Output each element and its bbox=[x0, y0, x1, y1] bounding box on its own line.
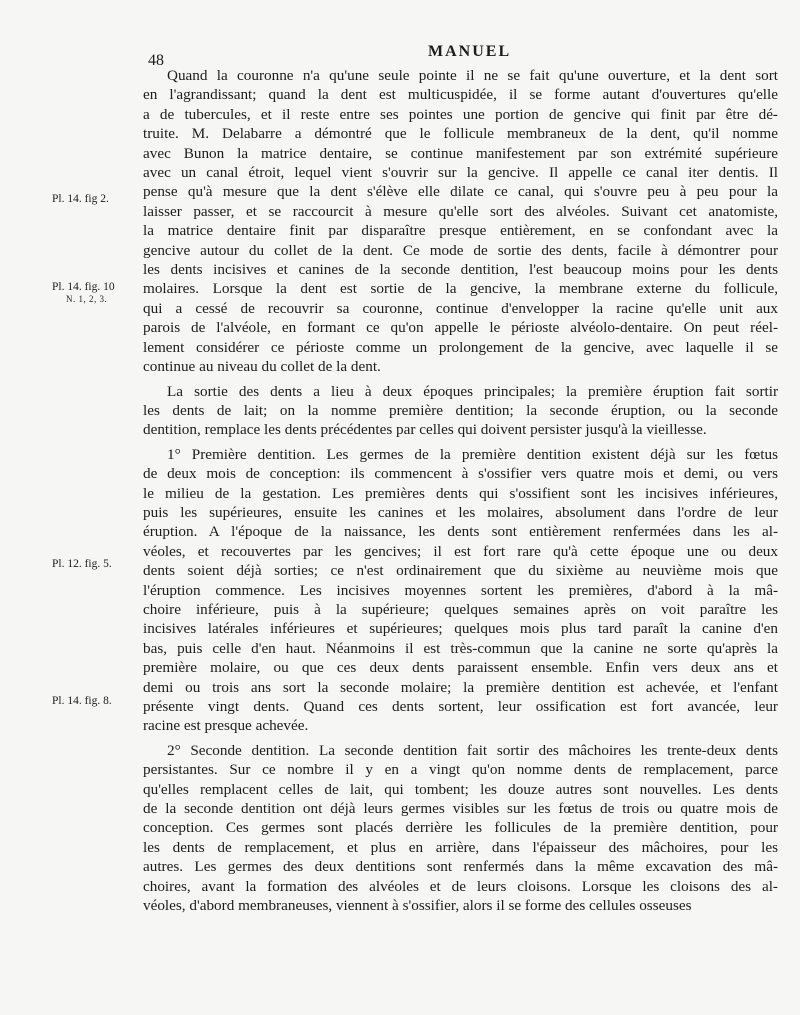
text-line: incisives latérales inférieures et supérieures; quelques mois plus tard paraît la canine d'en bbox=[143, 620, 778, 638]
paragraph bbox=[143, 382, 778, 440]
text-line: présente vingt dents. Quand ces dents sortent, leur ossification est fort avancée, leur bbox=[143, 698, 778, 715]
paragraph bbox=[143, 66, 778, 377]
text-line: 2° Seconde dentition. La seconde dentition fait sortir des mâchoires les trente-deux dents bbox=[167, 741, 778, 759]
text-line: 1° Première dentition. Les germes de la première dentition existent déjà sur les fœtus bbox=[167, 445, 778, 463]
text-line: avec Bunon la matrice dentaire, se continue manifestement par son extrémité supérieure bbox=[143, 144, 778, 162]
text-line: persistantes. Sur ce nombre il y en a vingt qu'on nomme dents de remplacement, parce bbox=[143, 761, 778, 779]
running-head: MANUEL bbox=[428, 43, 512, 60]
margin-note-text: Pl. 14. fig 2. bbox=[52, 193, 109, 205]
text-line: première molaire, ou que ces deux dents paraissent ensemble. Enfin vers deux ans et bbox=[143, 659, 778, 677]
text-line: demi ou trois ans sort la seconde molaire; la première dentition est achevée, et l'enfant bbox=[143, 678, 778, 696]
text-line: dentition, remplace les dents précédentes par celles qui doivent persister jusqu'à la vieillesse. bbox=[143, 421, 707, 439]
text-line: les dents incisives et canines de la seconde dentition, l'est beaucoup moins pour les dents bbox=[143, 261, 778, 279]
body-text bbox=[143, 66, 778, 915]
margin-note-text: Pl. 14. fig. 8. bbox=[52, 695, 112, 707]
text-line: truite. M. Delabarre a démontré que le follicule membraneux de la dent, qu'il nomme bbox=[143, 125, 778, 143]
page-number: 48 bbox=[148, 52, 164, 69]
margin-note-sub: N. 1, 2, 3. bbox=[66, 294, 108, 304]
text-line: Quand la couronne n'a qu'une seule pointe il ne se fait qu'une ouverture, et la dent sort bbox=[167, 67, 778, 84]
text-line: molaires. Lorsque la dent est sortie de la gencive, la membrane externe du follicule, bbox=[143, 280, 778, 298]
text-line: véoles, d'abord membraneuses, viennent à s'ossifier, alors il se forme des cellules osseuses bbox=[143, 897, 692, 915]
text-line: bas, puis celle d'en haut. Néanmoins il est très-commun que la canine ne sorte qu'après la bbox=[143, 639, 778, 657]
margin-note-text: Pl. 12. fig. 5. bbox=[52, 558, 112, 570]
text-line: lement considérer ce périoste comme un prolongement de la gencive, avec laquelle il se bbox=[143, 338, 778, 356]
text-line: la matrice dentaire finit par disparaître presque entièrement, en se confondant avec la bbox=[143, 222, 778, 240]
text-line: autres. Les germes des deux dentitions sont renfermés dans la même excavation des mâ- bbox=[143, 858, 778, 876]
text-line: véoles, et recouvertes par les gencives; il est fort rare qu'à cette époque une ou deux bbox=[143, 542, 778, 560]
text-line: pense qu'à mesure que la dent s'élève elle dilate ce canal, qui s'ouvre peu à peu pour la bbox=[143, 183, 778, 201]
paragraph bbox=[143, 445, 778, 736]
text-line: de la seconde dentition ont déjà leurs germes visibles sur les fœtus de trois ou quatre mois de bbox=[143, 800, 778, 818]
text-line: choire inférieure, puis à la supérieure; quelques semaines après on voit paraître les bbox=[143, 600, 778, 618]
text-line: laisser passer, et se raccourcit à mesure qu'elle sort des alvéoles. Suivant cet anatomiste, bbox=[143, 202, 778, 220]
text-line: choires, avant la formation des alvéoles et de leurs cloisons. Lorsque les cloisons des al- bbox=[143, 877, 778, 895]
text-line: avec un canal étroit, lequel vient s'ouvrir sur la gencive. Il appelle ce canal iter dentis. Il bbox=[143, 164, 778, 182]
text-line: les dents de remplacement, et plus en arrière, dans l'épaisseur des mâchoires, pour les bbox=[143, 838, 778, 856]
text-line: qu'elles remplacent celles de lait, qui tombent; les douze autres sont nouvelles. Les dents bbox=[143, 780, 778, 798]
text-line: La sortie des dents a lieu à deux époques principales; la première éruption fait sortir bbox=[167, 382, 778, 400]
text-line: l'éruption commence. Les incisives moyennes sortent les premières, d'abord à la mâ- bbox=[143, 581, 778, 599]
text-line: puis les supérieures, ensuite les canines et les molaires, absolument dans l'ordre de leur bbox=[143, 503, 778, 521]
text-line: les dents de lait; on la nomme première dentition; la seconde éruption, ou la seconde bbox=[143, 401, 778, 419]
text-line: continue au niveau du collet de la dent. bbox=[143, 358, 381, 376]
text-line: parois de l'alvéole, en formant ce qu'on appelle le périoste alvéolo-dentaire. On peut réel- bbox=[143, 319, 778, 337]
text-line: en l'agrandissant; quand la dent est multicuspidée, il se forme autant d'ouvertures qu'elle bbox=[143, 86, 778, 104]
text-line: de deux mois de conception: ils commencent à s'ossifier vers quatre mois et demi, ou vers bbox=[143, 465, 778, 483]
paragraph bbox=[143, 741, 778, 916]
text-line: conception. Ces germes sont placés derrière les follicules de la première dentition, pour bbox=[143, 819, 778, 837]
text-line: racine est presque achevée. bbox=[143, 717, 309, 735]
margin-note-text: Pl. 14. fig. 10 bbox=[52, 281, 115, 293]
text-line: le milieu de la gestation. Les premières dents qui s'ossifient sont les incisives inférieures, bbox=[143, 484, 778, 502]
text-line: a de tubercules, et il reste entre ses pointes une portion de gencive qui finit par être dé- bbox=[143, 105, 778, 123]
text-line: éruption. A l'époque de la naissance, les dents sont entièrement renfermées dans les al- bbox=[143, 523, 778, 541]
text-line: dents soient déjà sorties; ce n'est ordinairement que du sixième au neuvième mois que bbox=[143, 562, 778, 580]
text-line: qui a cessé de recouvrir sa couronne, continue d'envelopper la racine qu'elle unit aux bbox=[143, 299, 778, 317]
text-line: gencive autour du collet de la dent. Ce mode de sortie des dents, facile à démontrer pour bbox=[143, 241, 778, 259]
